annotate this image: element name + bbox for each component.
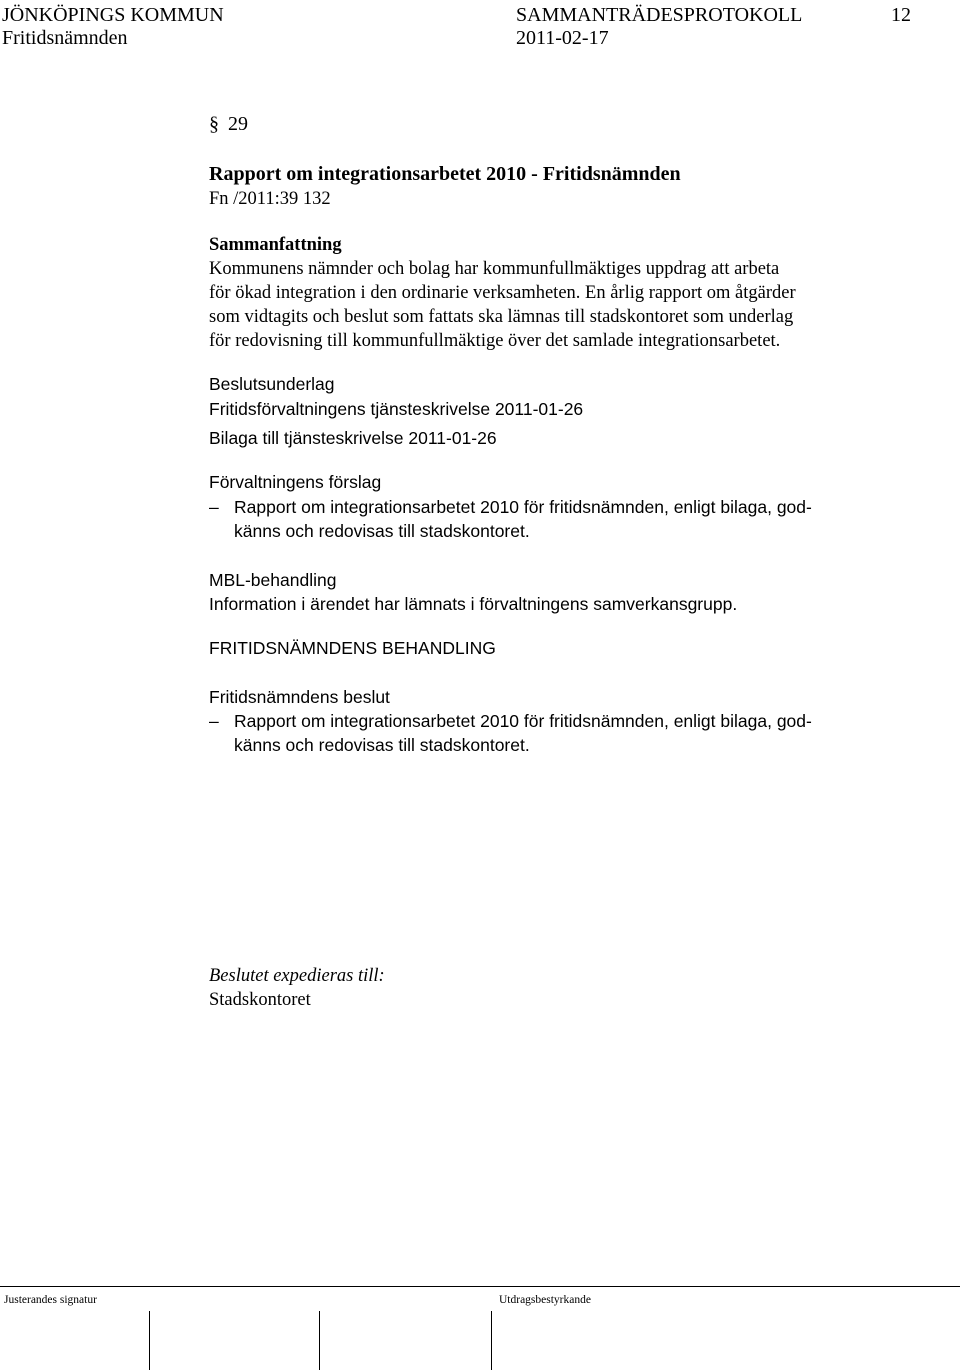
proposal-line: Rapport om integrationsarbetet 2010 för fritidsnämnden, enligt bilaga, god- (234, 497, 812, 517)
handling-heading: FRITIDSNÄMNDENS BEHANDLING (209, 638, 496, 658)
mbl-text: Information i ärendet har lämnats i förvaltningens samverkansgrupp. (209, 594, 738, 614)
section-number (209, 112, 248, 136)
section-title: Rapport om integrationsarbetet 2010 - Fritidsnämnden (209, 163, 681, 185)
proposal-line: känns och redovisas till stadskontoret. (234, 521, 530, 541)
page-number: 12 (891, 4, 911, 26)
signature-box-divider (149, 1311, 150, 1370)
section-number-value: 29 (228, 113, 248, 135)
basis-item: Fritidsförvaltningens tjänsteskrivelse 2011-01-26 (209, 399, 584, 419)
basis-heading: Beslutsunderlag (209, 374, 335, 394)
basis-item: Bilaga till tjänsteskrivelse 2011-01-26 (209, 428, 497, 448)
summary-line: som vidtagits och beslut som fattats ska lämnas till stadskontoret som underlag (209, 307, 794, 327)
mbl-heading: MBL-behandling (209, 570, 337, 590)
proposal-heading: Förvaltningens förslag (209, 472, 382, 492)
decision-line: känns och redovisas till stadskontoret. (234, 735, 530, 755)
summary-line: Kommunens nämnder och bolag har kommunfullmäktiges uppdrag att arbeta (209, 259, 780, 279)
meeting-date: 2011-02-17 (516, 27, 609, 49)
summary-heading: Sammanfattning (209, 235, 342, 255)
section-symbol: § (209, 113, 219, 135)
summary-line: för redovisning till kommunfullmäktige över det samlade integrationsarbetet. (209, 331, 781, 351)
footer-certification-label: Utdragsbestyrkande (499, 1294, 591, 1306)
signature-box-divider (319, 1311, 320, 1370)
signature-box-divider (491, 1311, 492, 1370)
proposal-dash: – (209, 497, 219, 517)
summary-line: för ökad integration i den ordinarie verksamheten. En årlig rapport om åtgärder (209, 283, 796, 303)
case-reference: Fn /2011:39 132 (209, 189, 331, 209)
org-name: JÖNKÖPINGS KOMMUN (2, 4, 224, 26)
decision-dash: – (209, 711, 219, 731)
document-type: SAMMANTRÄDESPROTOKOLL (516, 4, 803, 26)
distribution-recipient: Stadskontoret (209, 990, 311, 1010)
committee-name: Fritidsnämnden (2, 27, 128, 49)
footer-signature-label: Justerandes signatur (4, 1294, 97, 1306)
decision-heading: Fritidsnämndens beslut (209, 687, 390, 707)
distribution-label: Beslutet expedieras till: (209, 966, 385, 986)
decision-line: Rapport om integrationsarbetet 2010 för fritidsnämnden, enligt bilaga, god- (234, 711, 812, 731)
footer-divider (0, 1286, 960, 1287)
